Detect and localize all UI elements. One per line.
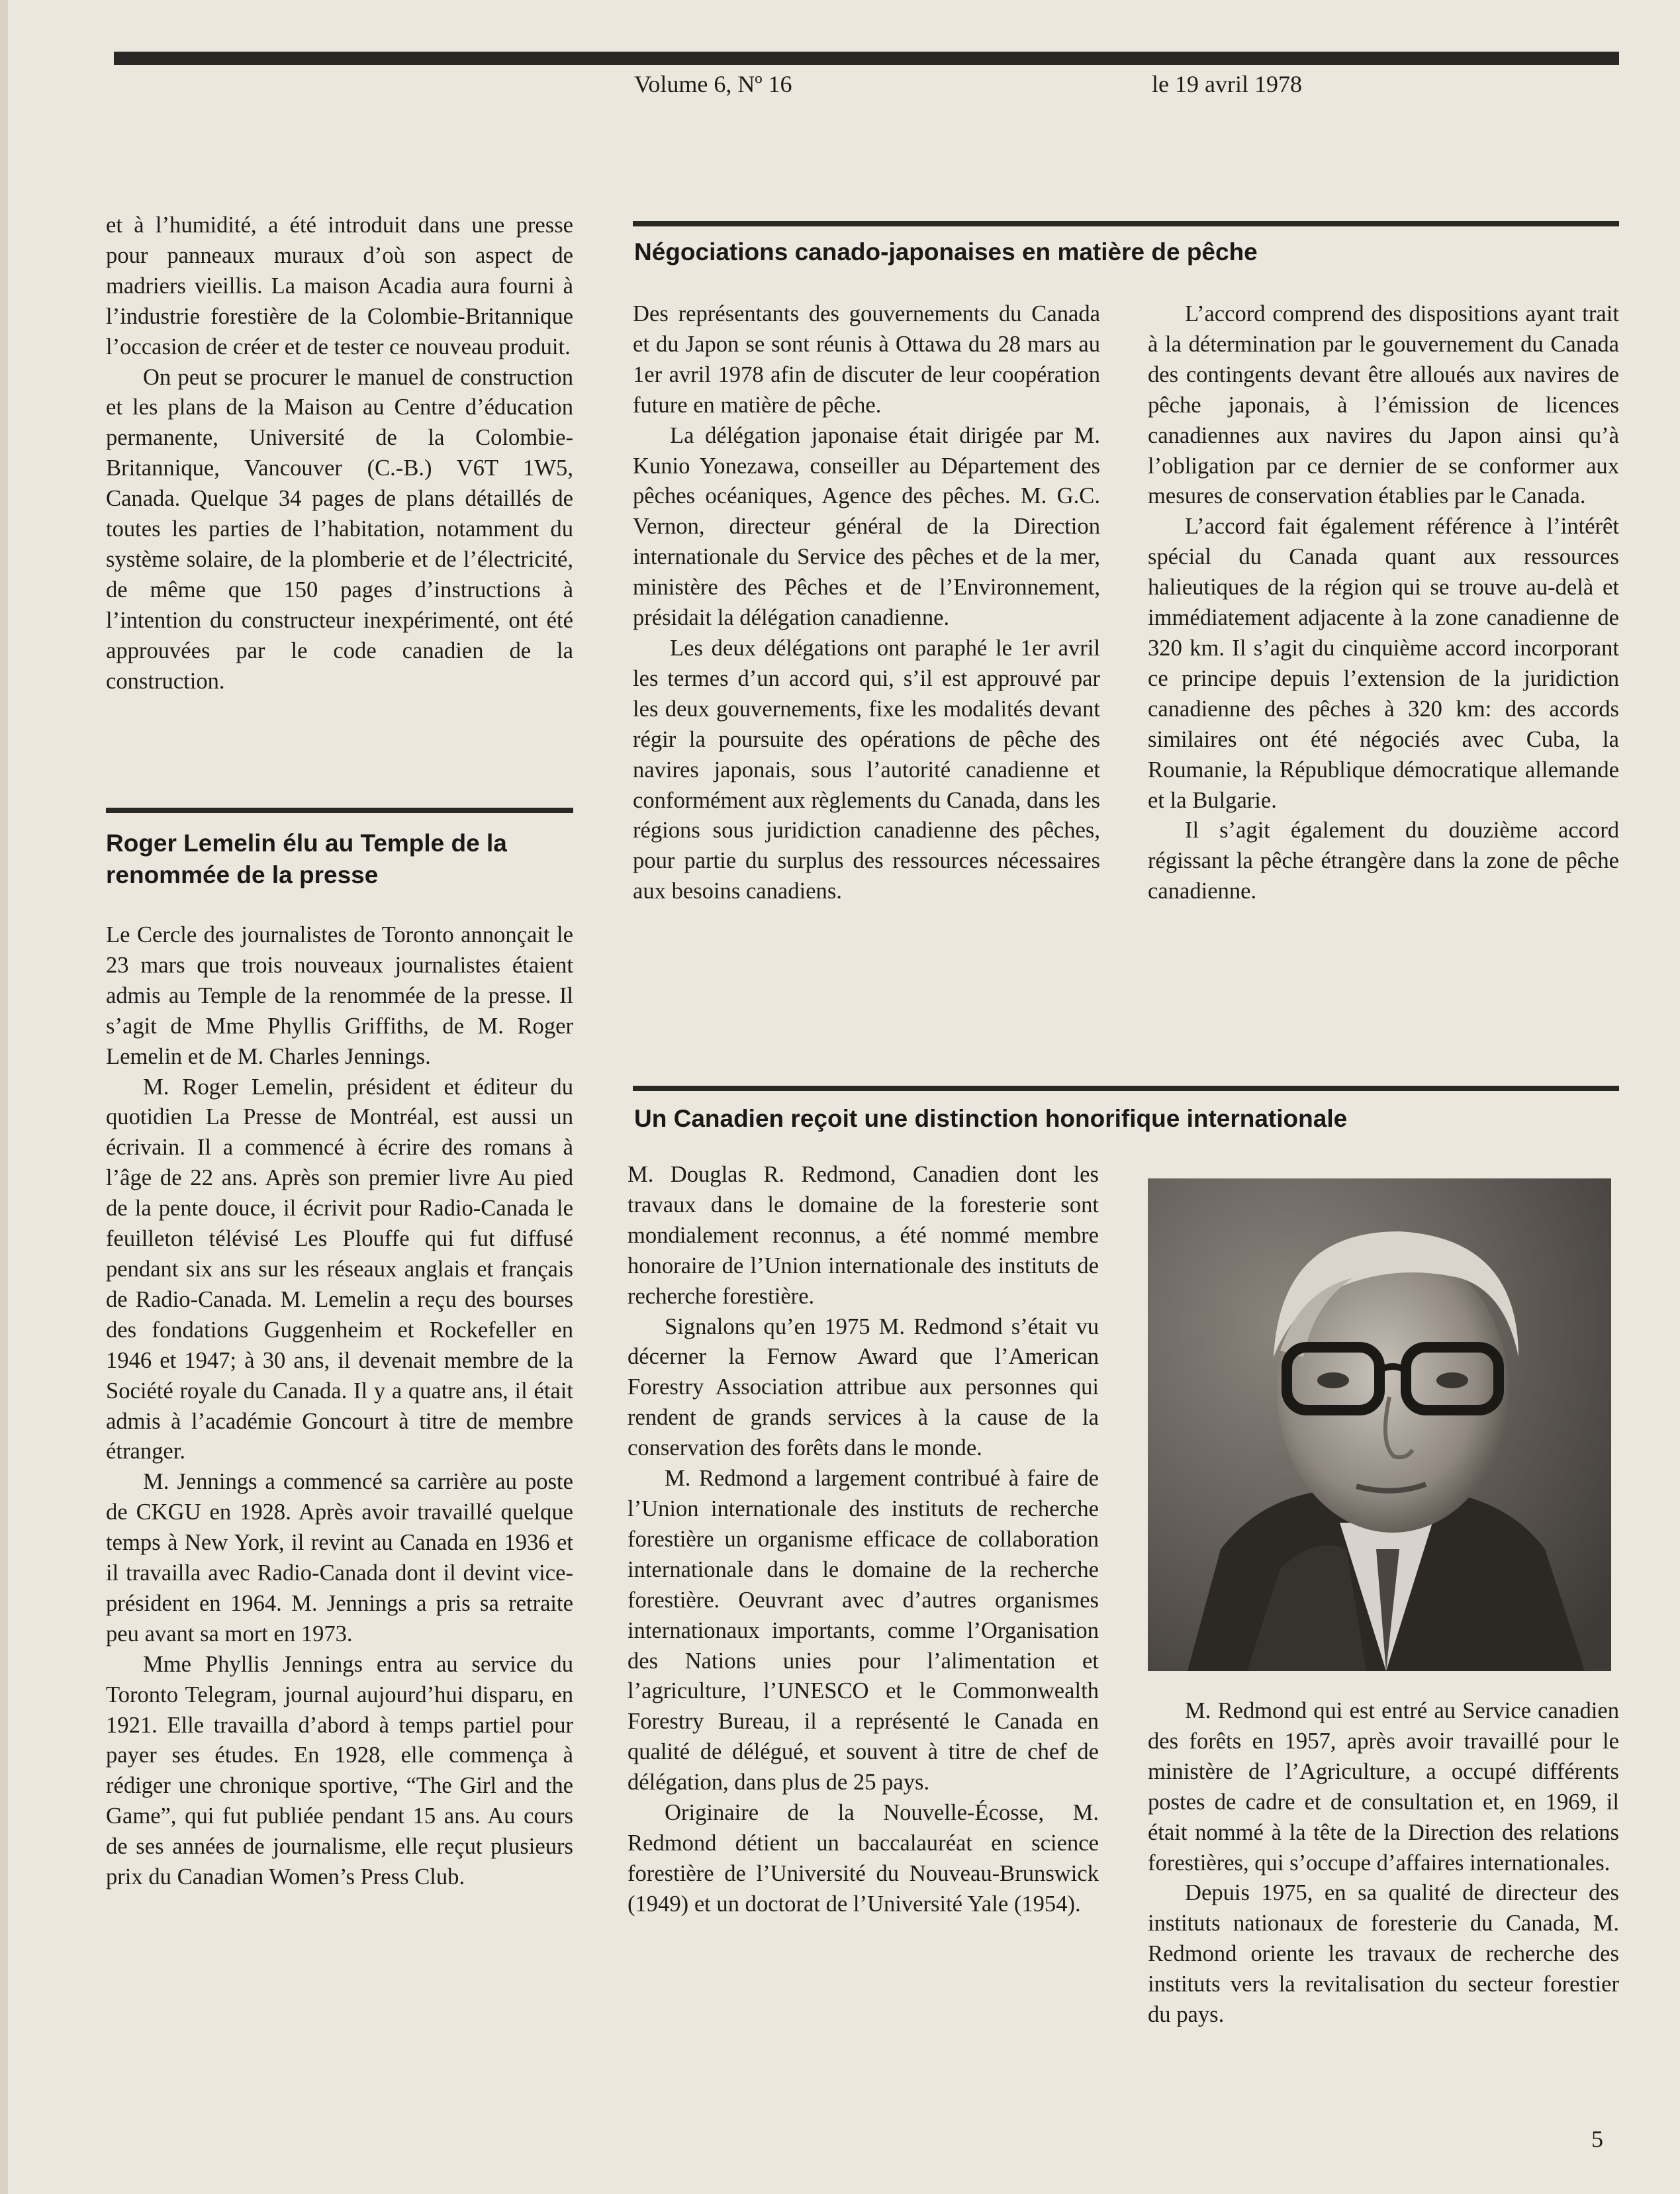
continuation-column	[106, 211, 573, 697]
paragraph: Mme Phyllis Jennings entra au service du Toronto Telegram, journal aujourd’hui disparu, en 1921. Elle travailla d’abord à temps partiel pour payer ses études. En 1928, elle commença à rédiger une chronique sportive, “The Girl and the Game”, qui fut publiée pendant 15 ans. Au cours de ses années de journalisme, elle reçut plusieurs prix du Canadian Women’s Press Club.	[106, 1651, 573, 1890]
article-peche-column-1	[633, 299, 1100, 907]
page-number: 5	[1591, 2126, 1603, 2152]
paragraph: Depuis 1975, en sa qualité de directeur des instituts nationaux de foresterie du Canada, M. Redmond oriente les travaux de recherche des instituts vers la revitalisation du secteur forestier du pays.	[1148, 1880, 1619, 2028]
paragraph: Signalons qu’en 1975 M. Redmond s’était vu décerner la Fernow Award que l’American Forestry Association attribue aux personnes qui rendent de grands services à la cause de la conservation des forêts dans le monde.	[628, 1313, 1099, 1461]
section-rule	[633, 221, 1619, 226]
paragraph: Originaire de la Nouvelle-Écosse, M. Redmond détient un baccalauréat en science forestière de l’Université du Nouveau-Brunswick (1949) et un doctorat de l’Université Yale (1954).	[628, 1800, 1099, 1917]
article-redmond-column-2	[1148, 1696, 1619, 2030]
article-lemelin-column	[106, 920, 573, 1893]
paragraph: L’accord fait également référence à l’intérêt spécial du Canada quant aux ressources halieutiques de la région qui se trouve au-delà et immédiatement adjacente à la zone canadienne de 320 km. Il s’agit du cinquième accord incorporant ce principe depuis l’extension de la juridiction canadienne des pêches à 320 km: des accords similaires ont été négociés avec Cuba, la Roumanie, la République démocratique allemande et la Bulgarie.	[1148, 514, 1619, 813]
article-redmond-column-1	[628, 1160, 1099, 1920]
portrait-illustration	[1148, 1178, 1611, 1671]
paragraph: L’accord comprend des dispositions ayant trait à la détermination par le gouvernement du Canada des contingents devant être alloués aux navires de pêche japonais, à l’émission de licences canadiennes aux navires du Japon ainsi qu’à l’obligation par ce dernier de se conformer aux mesures de conservation établies par le Canada.	[1148, 301, 1619, 509]
headline-redmond: Un Canadien reçoit une distinction honorifique internationale	[634, 1105, 1348, 1132]
paragraph: M. Roger Lemelin, président et éditeur du quotidien La Presse de Montréal, est aussi un écrivain. Il a commencé à écrire des romans à l’âge de 22 ans. Après son premier livre Au pied de la pente douce, il écrivit pour Radio-Canada le feuilleton télévisé Les Plouffe qui fut diffusé pendant six ans sur les réseaux anglais et français de Radio-Canada. M. Lemelin a reçu des bourses des fondations Guggenheim et Rockefeller en 1946 et 1947; à 30 ans, il devenait membre de la Société royale du Canada. Il y a quatre ans, il était admis à l’académie Goncourt à titre de membre étranger.	[106, 1074, 573, 1464]
section-rule	[106, 808, 573, 813]
section-rule	[633, 1086, 1619, 1091]
paragraph: M. Redmond qui est entré au Service canadien des forêts en 1957, après avoir travaillé pour le ministère de l’Agriculture, a occupé différents postes de cadre et de consultation et, en 1969, il était nommé à la tête de la Direction des relations forestières, qui s’occupe d’affaires internationales.	[1148, 1698, 1619, 1876]
paragraph: Il s’agit également du douzième accord régissant la pêche étrangère dans la zone de pêche canadienne.	[1148, 818, 1619, 904]
paragraph: M. Douglas R. Redmond, Canadien dont les travaux dans le domaine de la foresterie sont mondialement reconnus, a été nommé membre honoraire de l’Union internationale des instituts de recherche forestière.	[628, 1162, 1099, 1309]
paragraph: On peut se procurer le manuel de construction et les plans de la Maison au Centre d’éducation permanente, Université de la Colombie-Britannique, Vancouver (C.-B.) V6T 1W5, Canada. Quelque 34 pages de plans détaillés de toutes les parties de l’habitation, notamment du système solaire, de la plomberie et de l’électricité, de même que 150 pages d’instructions à l’intention du constructeur inexpérimenté, ont été approuvées par le code canadien de la construction.	[106, 364, 573, 694]
paragraph: Des représentants des gouvernements du Canada et du Japon se sont réunis à Ottawa du 28 mars au 1er avril 1978 afin de discuter de leur coopération future en matière de pêche.	[633, 301, 1100, 418]
paragraph: M. Jennings a commencé sa carrière au poste de CKGU en 1928. Après avoir travaillé quelque temps à New York, il revint au Canada en 1936 et il travailla avec Radio-Canada dont il devint vice-président en 1964. M. Jennings a pris sa retraite peu avant sa mort en 1973.	[106, 1469, 573, 1646]
issue-date: le 19 avril 1978	[1152, 71, 1302, 97]
article-peche-column-2	[1148, 299, 1619, 907]
paragraph: Les deux délégations ont paraphé le 1er avril les termes d’un accord qui, s’il est approuvé par les deux gouvernements, fixe les modalités devant régir la poursuite des opérations de pêche des navires japonais, sous l’autorité canadienne et conformément aux règlements du Canada, dans les régions sous juridiction canadienne des pêches, pour partie du surplus des ressources nécessaires aux besoins canadiens.	[633, 635, 1100, 904]
paragraph: M. Redmond a largement contribué à faire de l’Union internationale des instituts de recherche forestière un organisme efficace de collaboration internationale dans le domaine de la recherche forestière. Oeuvrant avec d’autres organismes internationaux importants, comme l’Organisation des Nations unies pour l’alimentation et l’agriculture, l’UNESCO et le Commonwealth Forestry Bureau, il a représenté le Canada en qualité de délégué, et souvent à titre de chef de délégation, dans plus de 25 pays.	[628, 1466, 1099, 1795]
paragraph: La délégation japonaise était dirigée par M. Kunio Yonezawa, conseiller au Département des pêches océaniques, Agence des pêches. M. G.C. Vernon, directeur général de la Direction internationale du Service des pêches et de la mer, ministère des Pêches et de l’Environnement, présidait la délégation canadienne.	[633, 422, 1100, 631]
paragraph: Le Cercle des journalistes de Toronto annonçait le 23 mars que trois nouveaux journalistes étaient admis au Temple de la renommée de la presse. Il s’agit de Mme Phyllis Griffiths, de M. Roger Lemelin et de M. Charles Jennings.	[106, 922, 573, 1069]
paragraph: et à l’humidité, a été introduit dans une presse pour panneaux muraux d’où son aspect de madriers vieillis. La maison Acadia aura fourni à l’industrie forestière de la Colombie-Britannique l’occasion de créer et de tester ce nouveau produit.	[106, 213, 573, 359]
top-rule	[114, 52, 1619, 65]
page-edge-shadow	[0, 0, 8, 2194]
headline-lemelin: Roger Lemelin élu au Temple de la renommée de la presse	[106, 830, 507, 888]
volume-number: Volume 6, Nº 16	[634, 71, 792, 97]
headline-peche: Négociations canado-japonaises en matière de pêche	[634, 238, 1258, 265]
portrait-photo	[1148, 1178, 1611, 1671]
